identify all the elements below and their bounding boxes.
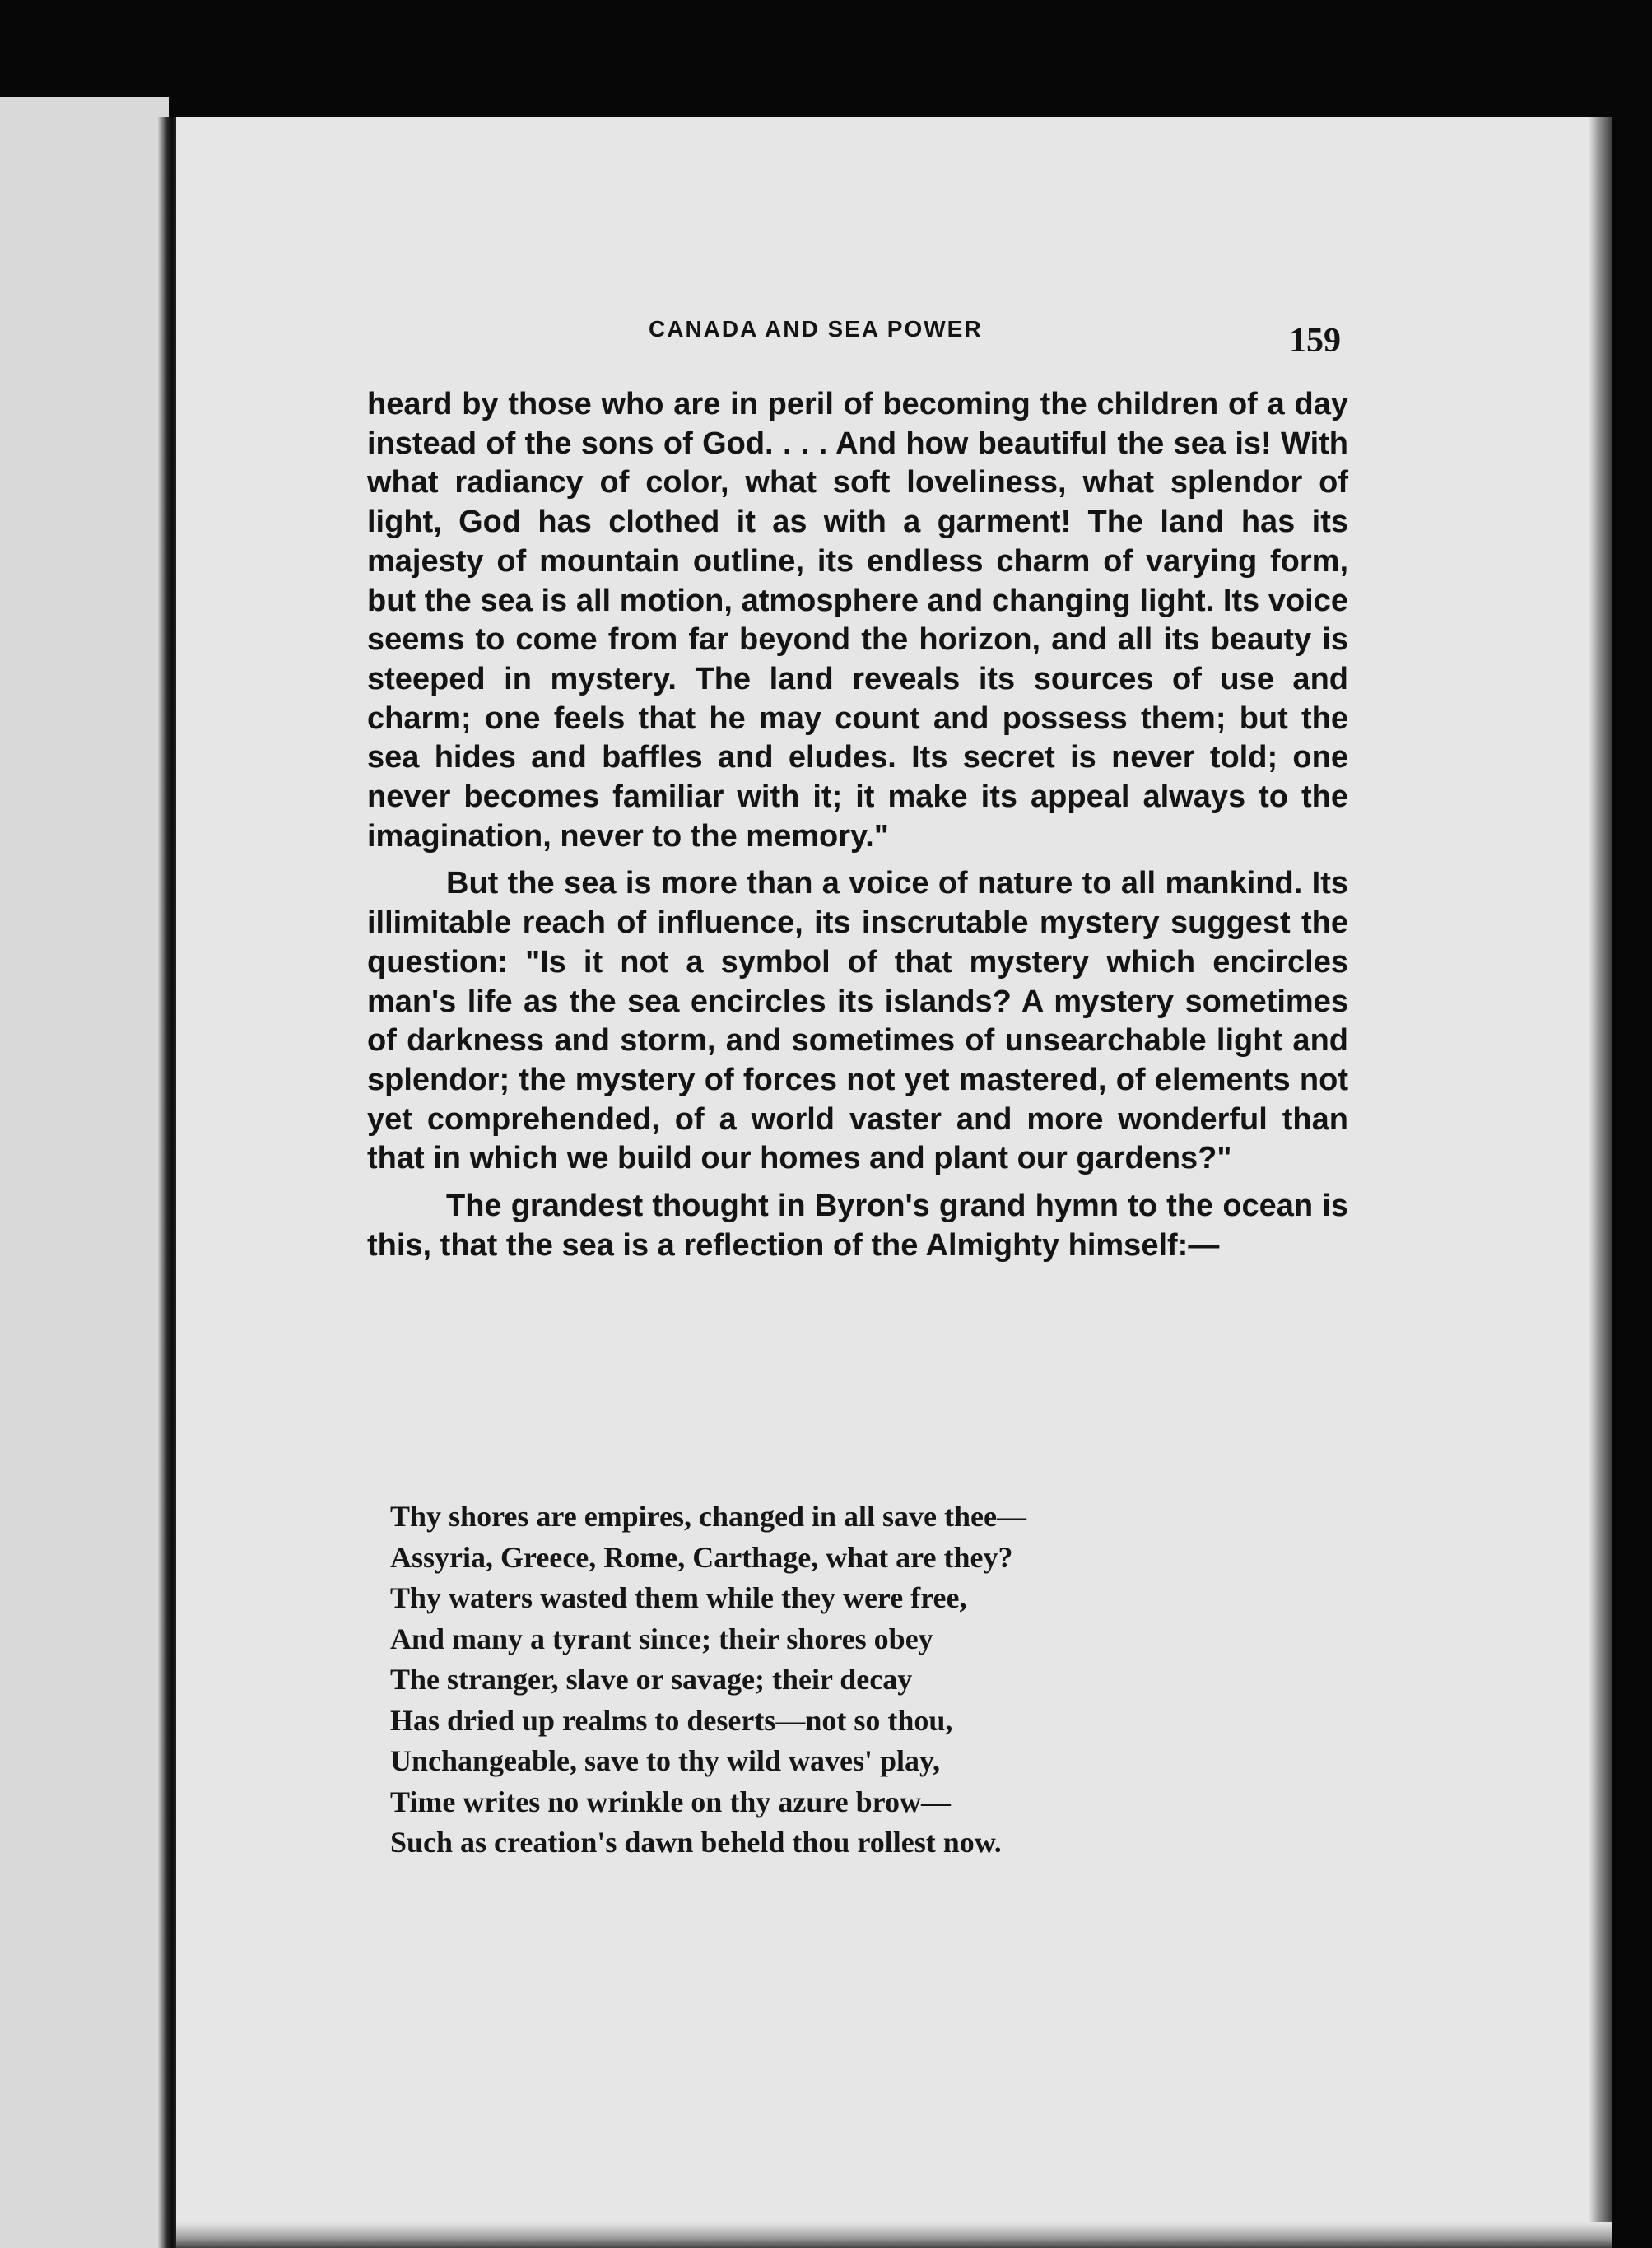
poem-line-7: Unchangeable, save to thy wild waves' play, <box>390 1744 941 1777</box>
poem-line-2: Assyria, Greece, Rome, Carthage, what are they? <box>390 1540 1013 1574</box>
page-number: 159 <box>1289 322 1341 360</box>
poem-line-9: Such as creation's dawn beheld thou rollest now. <box>390 1826 1002 1859</box>
body-text <box>367 385 1348 1265</box>
poem-line-3: Thy waters wasted them while they were free, <box>390 1581 967 1614</box>
page-bottom-edge-shadow <box>176 2222 1612 2248</box>
paragraph-1: heard by those who are in peril of becoming the children of a day instead of the sons of God. . . . And how beautiful the sea is! With what radiancy of color, what soft loveliness, what splendor of light, God has clothed it as with a garment! The land has its majesty of mountain outline, its endless charm of varying form, but the sea is all motion, atmosphere and changing light. Its voice seems to come from far beyond the horizon, and all its beauty is steeped in mystery. The land reveals its sources of use and charm; one feels that he may count and possess them; but the sea hides and baffles and eludes. Its secret is never told; one never becomes familiar with it; it make its appeal always to the imagination, never to the memory." <box>367 387 1348 854</box>
paragraph-3: The grandest thought in Byron's grand hymn to the ocean is this, that the sea is a reflection of the Almighty himself:— <box>367 1189 1348 1263</box>
page-right-edge-shadow <box>1589 117 1612 2248</box>
facing-page-edge <box>0 97 169 2248</box>
poem-quotation <box>390 1496 1296 1864</box>
poem-line-5: The stranger, slave or savage; their decay <box>390 1663 913 1696</box>
poem-line-8: Time writes no wrinkle on thy azure brow— <box>390 1785 951 1818</box>
poem-line-1: Thy shores are empires, changed in all save thee— <box>390 1500 1026 1533</box>
paragraph-2: But the sea is more than a voice of nature to all mankind. Its illimitable reach of influence, its inscrutable mystery suggest the question: "Is it not a symbol of that mystery which encircles man's life as the sea encircles its islands? A mystery sometimes of darkness and storm, and sometimes of unsearchable light and splendor; the mystery of forces not yet mastered, of elements not yet comprehended, of a world vaster and more wonderful than that in which we build our homes and plant our gardens?" <box>367 866 1348 1176</box>
poem-line-4: And many a tyrant since; their shores obey <box>390 1622 933 1655</box>
poem-line-6: Has dried up realms to deserts—not so thou, <box>390 1703 953 1737</box>
running-head: CANADA AND SEA POWER <box>649 316 983 342</box>
